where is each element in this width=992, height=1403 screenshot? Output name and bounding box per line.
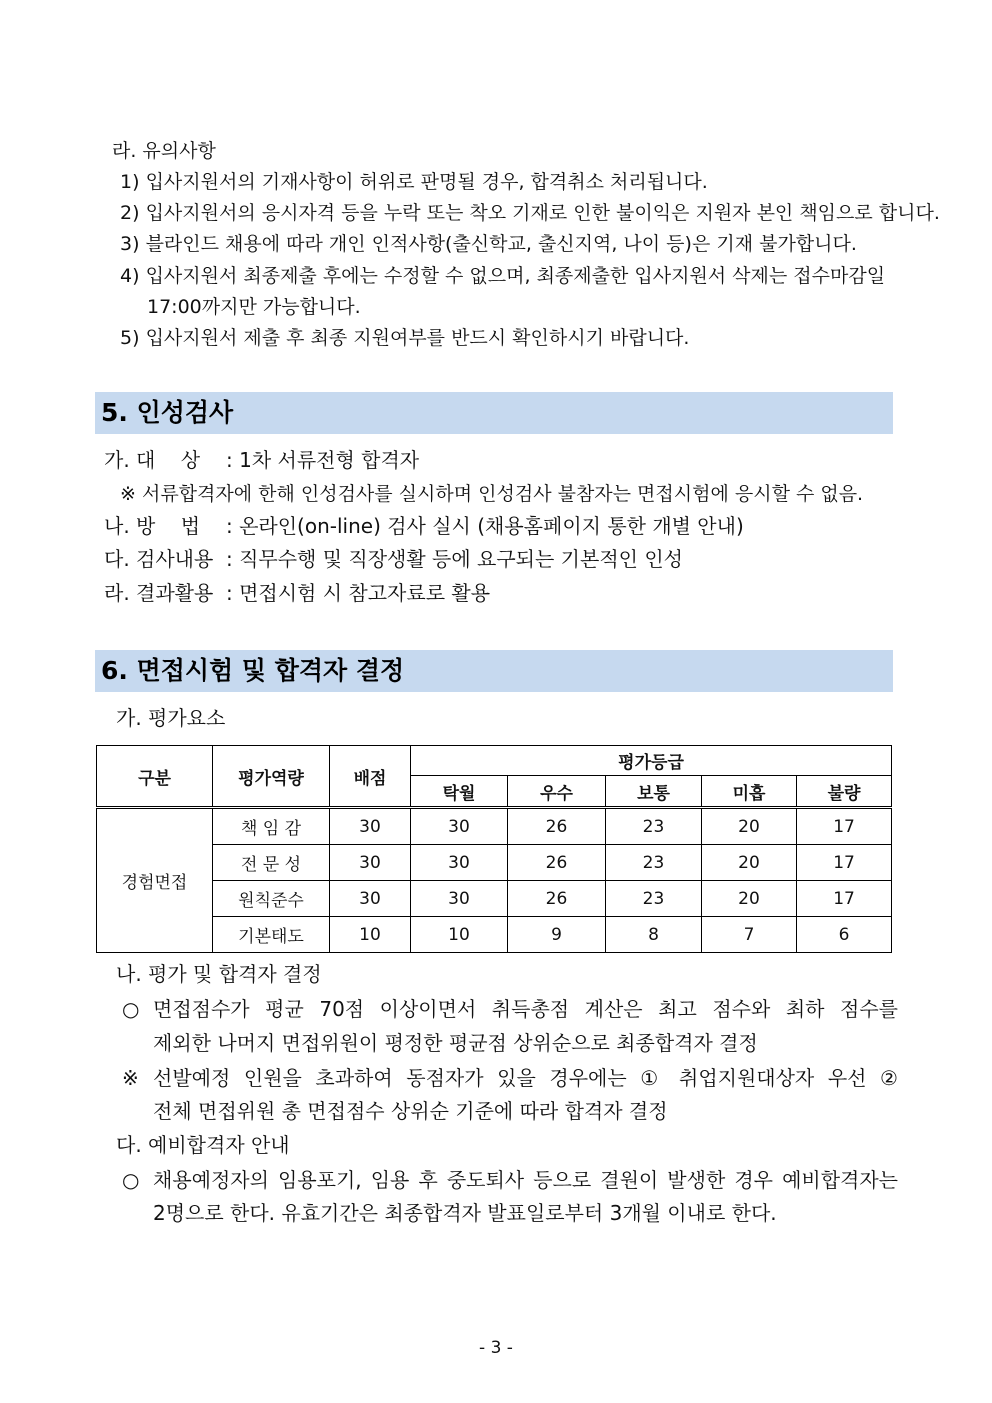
page-number: - 3 - xyxy=(479,1338,513,1358)
section5-note: ※ 서류합격자에 한해 인성검사를 실시하며 인성검사 불참자는 면접시험에 응시할 수 없음. xyxy=(120,483,864,505)
content-value: : 직무수행 및 직장생활 등에 요구되는 기본적인 인성 xyxy=(226,547,683,571)
b-line-2: 제외한 나머지 면접위원이 평정한 평균점 상위순으로 최종합격자 결정 xyxy=(153,1031,758,1055)
section6-b-paragraph xyxy=(122,997,898,1021)
competency-cell: 원칙준수 xyxy=(213,881,330,917)
score-cell: 6 xyxy=(797,917,892,953)
c-line-2: 2명으로 한다. 유효기간은 최종합격자 발표일로부터 3개월 이내로 한다. xyxy=(153,1201,777,1225)
competency-cell: 전 문 성 xyxy=(213,845,330,881)
header-competency: 평가역량 xyxy=(213,746,330,808)
note-item-2 xyxy=(120,201,940,225)
header-grade-good: 우수 xyxy=(508,776,606,808)
points-cell: 30 xyxy=(330,881,411,917)
b-note-line-1: 선발예정 인원을 초과하여 동점자가 있을 경우에는 ① 취업지원대상자 우선 ② xyxy=(153,1066,898,1090)
circle-bullet-icon: ○ xyxy=(122,997,140,1021)
content-label: 다. 검사내용 xyxy=(104,547,214,571)
b-line-1: 면접점수가 평균 70점 이상이면서 취득총점 계산은 최고 점수와 최하 점수를 xyxy=(153,997,898,1021)
score-cell: 26 xyxy=(508,808,606,845)
score-cell: 17 xyxy=(797,881,892,917)
section5-usage xyxy=(104,581,490,605)
header-points: 배점 xyxy=(330,746,411,808)
note-number: 1) xyxy=(120,171,140,193)
target-label: 가. 대 상 xyxy=(104,448,201,472)
points-cell: 30 xyxy=(330,808,411,845)
note-text: 입사지원서 제출 후 최종 지원여부를 반드시 확인하시기 바랍니다. xyxy=(145,327,690,349)
score-cell: 30 xyxy=(411,845,508,881)
header-grade-excellent: 탁월 xyxy=(411,776,508,808)
score-cell: 7 xyxy=(702,917,797,953)
group-cell: 경험면접 xyxy=(97,808,213,953)
b-note-line-2: 전체 면접위원 총 면접점수 상위순 기준에 따라 합격자 결정 xyxy=(153,1099,668,1123)
score-cell: 23 xyxy=(606,808,702,845)
section6-b-note xyxy=(122,1066,898,1090)
section5-content xyxy=(104,547,683,571)
section6-sub-c: 다. 예비합격자 안내 xyxy=(116,1133,290,1157)
note-item-5 xyxy=(120,326,689,350)
points-cell: 30 xyxy=(330,845,411,881)
note-number: 2) xyxy=(120,202,140,224)
points-cell: 10 xyxy=(330,917,411,953)
c-line-1: 채용예정자의 임용포기, 임용 후 중도퇴사 등으로 결원이 발생한 경우 예비합격자는 xyxy=(153,1168,898,1192)
note-item-3 xyxy=(120,232,857,256)
circle-bullet-icon: ○ xyxy=(122,1168,140,1192)
section5-target xyxy=(104,448,419,472)
section6-sub-b: 나. 평가 및 합격자 결정 xyxy=(116,962,322,986)
note-item-4-continued: 17:00까지만 가능합니다. xyxy=(147,296,361,318)
header-grade-bad: 불량 xyxy=(797,776,892,808)
score-cell: 23 xyxy=(606,845,702,881)
note-item-1 xyxy=(120,170,708,194)
header-category: 구분 xyxy=(97,746,213,808)
section6-sub-a: 가. 평가요소 xyxy=(116,706,226,730)
score-cell: 20 xyxy=(702,808,797,845)
score-cell: 20 xyxy=(702,881,797,917)
section6-c-paragraph xyxy=(122,1168,898,1192)
table-row xyxy=(97,881,892,917)
header-grade-average: 보통 xyxy=(606,776,702,808)
score-cell: 8 xyxy=(606,917,702,953)
score-cell: 10 xyxy=(411,917,508,953)
score-cell: 26 xyxy=(508,845,606,881)
target-value: : 1차 서류전형 합격자 xyxy=(226,448,420,472)
evaluation-table xyxy=(96,745,892,953)
table-row xyxy=(97,917,892,953)
method-value: : 온라인(on-line) 검사 실시 (채용홈페이지 통한 개별 안내) xyxy=(226,514,744,538)
score-cell: 20 xyxy=(702,845,797,881)
notes-title: 라. 유의사항 xyxy=(112,140,216,162)
reference-mark-icon: ※ xyxy=(122,1066,139,1090)
note-text: 입사지원서의 기재사항이 허위로 판명될 경우, 합격취소 처리됩니다. xyxy=(145,171,708,193)
competency-cell: 기본태도 xyxy=(213,917,330,953)
section-5-heading: 5. 인성검사 xyxy=(95,392,893,434)
note-text: 블라인드 채용에 따라 개인 인적사항(출신학교, 출신지역, 나이 등)은 기재 불가합니다. xyxy=(145,233,857,255)
note-item-4 xyxy=(120,264,885,288)
score-cell: 26 xyxy=(508,881,606,917)
score-cell: 17 xyxy=(797,808,892,845)
score-cell: 30 xyxy=(411,881,508,917)
note-number: 4) xyxy=(120,265,140,287)
header-grade: 평가등급 xyxy=(411,746,892,776)
note-text: 입사지원서의 응시자격 등을 누락 또는 착오 기재로 인한 불이익은 지원자 본인 책임으로 합니다. xyxy=(145,202,940,224)
section5-method xyxy=(104,514,744,538)
score-cell: 9 xyxy=(508,917,606,953)
note-text: 입사지원서 최종제출 후에는 수정할 수 없으며, 최종제출한 입사지원서 삭제는 접수마감일 xyxy=(145,265,886,287)
table-row xyxy=(97,845,892,881)
table-row xyxy=(97,808,892,845)
section-6-heading: 6. 면접시험 및 합격자 결정 xyxy=(95,650,893,692)
usage-value: : 면접시험 시 참고자료로 활용 xyxy=(226,581,491,605)
note-number: 5) xyxy=(120,327,140,349)
score-cell: 30 xyxy=(411,808,508,845)
competency-cell: 책 임 감 xyxy=(213,808,330,845)
usage-label: 라. 결과활용 xyxy=(104,581,214,605)
score-cell: 23 xyxy=(606,881,702,917)
method-label: 나. 방 법 xyxy=(104,514,201,538)
header-grade-poor: 미흡 xyxy=(702,776,797,808)
note-number: 3) xyxy=(120,233,140,255)
score-cell: 17 xyxy=(797,845,892,881)
